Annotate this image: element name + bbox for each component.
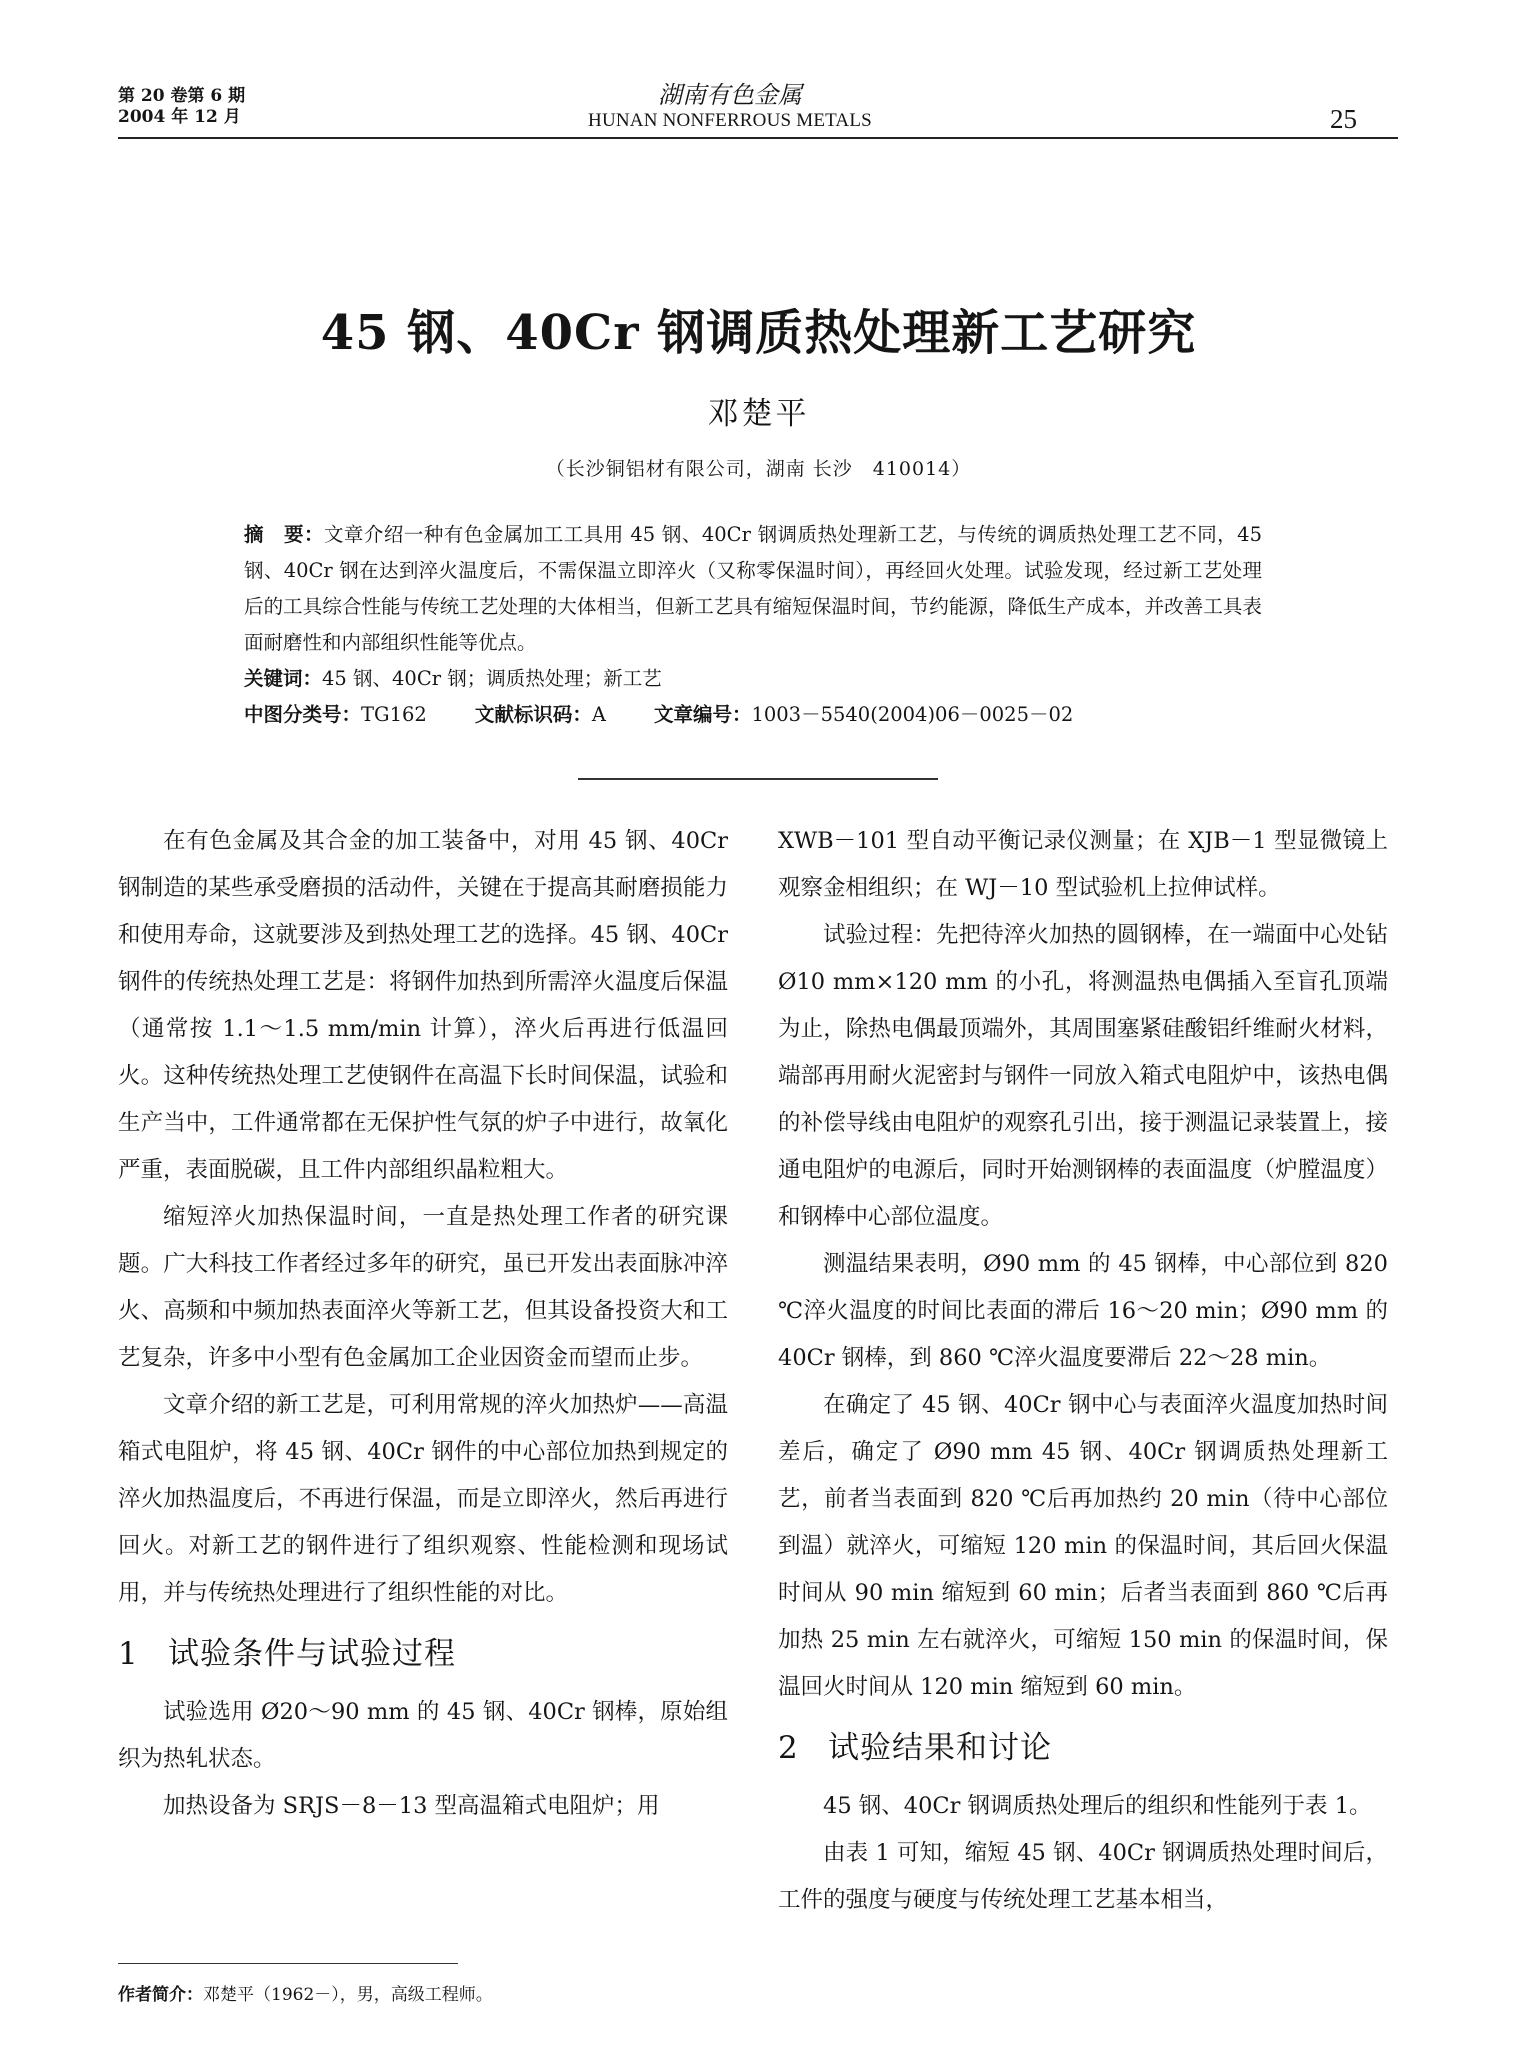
article-author: 邓楚平: [707, 396, 810, 432]
footnote-rule: [118, 1963, 458, 1964]
doc-code-label: 文献标识码：: [474, 703, 592, 726]
paragraph: 试验过程：先把待淬火加热的圆钢棒，在一端面中心处钻 Ø10 mm×120 mm 的小孔，将测温热电偶插入至盲孔顶端为止，除热电偶最顶端外，其周围塞紧硅酸铝纤维耐火材料，端部再用耐火泥密封与钢件一同放入箱式电阻炉中，该热电偶的补偿导线由电阻炉的观察孔引出，接于测温记录装置上，接通电阻炉的电源后，同时开始测钢棒的表面温度（炉膛温度）和钢棒中心部位温度。: [778, 922, 1388, 1230]
paragraph: 加热设备为 SRJS－8－13 型高温箱式电阻炉；用: [163, 1793, 660, 1819]
paragraph: 在确定了 45 钢、40Cr 钢中心与表面淬火温度加热时间差后，确定了 Ø90 mm 45 钢、40Cr 钢调质热处理新工艺，前者当表面到 820 ℃后再加热约 20 min（待中心部位到温）就淬火，可缩短 120 min 的保温时间，其后回火保温时间从 90 min 缩短到 60 min；后者当表面到 860 ℃后再加热 25 min 左右就淬火，可缩短 150 min 的保温时间，保温回火时间从 120 min 缩短到 60 min。: [778, 1392, 1388, 1700]
paragraph: 测温结果表明，Ø90 mm 的 45 钢棒，中心部位到 820 ℃淬火温度的时间比表面的滞后 16～20 min；Ø90 mm 的 40Cr 钢棒，到 860 ℃淬火温度要滞后 22～28 min。: [778, 1251, 1388, 1371]
journal-name-cn: 湖南有色金属: [658, 81, 802, 109]
keywords-text: 45 钢、40Cr 钢；调质热处理；新工艺: [322, 667, 662, 690]
paragraph: 缩短淬火加热保温时间，一直是热处理工作者的研究课题。广大科技工作者经过多年的研究，虽已开发出表面脉冲淬火、高频和中频加热表面淬火等新工艺，但其设备投资大和工艺复杂，许多中小型有色金属加工企业因资金而望而止步。: [118, 1204, 728, 1371]
journal-name-en: HUNAN NONFERROUS METALS: [588, 110, 872, 131]
section-heading-1: [118, 1629, 728, 1679]
paragraph: XWB－101 型自动平衡记录仪测量；在 XJB－1 型显微镜上观察金相组织；在 WJ－10 型试验机上拉伸试样。: [778, 828, 1388, 901]
paragraph: 由表 1 可知，缩短 45 钢、40Cr 钢调质热处理时间后，工件的强度与硬度与传统处理工艺基本相当，: [778, 1840, 1388, 1913]
issue-date: 2004 年 12 月: [118, 107, 241, 127]
doc-code-value: A: [591, 703, 606, 726]
classification-row: [244, 697, 1262, 733]
keywords: [244, 661, 1262, 697]
running-header-journal: [560, 80, 900, 132]
paragraph: 文章介绍的新工艺是，可利用常规的淬火加热炉——高温箱式电阻炉，将 45 钢、40Cr 钢件的中心部位加热到规定的淬火加热温度后，不再进行保温，而是立即淬火，然后再进行回火。对新工艺的钢件进行了组织观察、性能检测和现场试用，并与传统热处理进行了组织性能的对比。: [118, 1392, 728, 1606]
body-column-right: [778, 818, 1388, 1924]
abstract: [244, 517, 1262, 661]
keywords-label: 关键词：: [244, 667, 323, 690]
article-title: 45 钢、40Cr 钢调质热处理新工艺研究: [320, 305, 1197, 361]
paragraph: 试验选用 Ø20～90 mm 的 45 钢、40Cr 钢棒，原始组织为热轧状态。: [118, 1699, 728, 1772]
volume-issue: 第 20 卷第 6 期: [118, 86, 246, 106]
section-title: 试验结果和讨论: [828, 1730, 1052, 1766]
clc-code: [244, 697, 427, 733]
section-heading-2: [778, 1723, 1388, 1773]
section-number: 1: [118, 1636, 139, 1672]
clc-value: TG162: [361, 703, 427, 726]
paragraph: 在有色金属及其合金的加工装备中，对用 45 钢、40Cr 钢制造的某些承受磨损的活动件，关键在于提高其耐磨损能力和使用寿命，这就要涉及到热处理工艺的选择。45 钢、40Cr 钢件的传统热处理工艺是：将钢件加热到所需淬火温度后保温（通常按 1.1～1.5 mm/min 计算），淬火后再进行低温回火。这种传统热处理工艺使钢件在高温下长时间保温，试验和生产当中，工件通常都在无保护性气氛的炉子中进行，故氧化严重，表面脱碳，且工件内部组织晶粒粗大。: [118, 828, 728, 1183]
abstract-block: [244, 517, 1262, 733]
clc-label: 中图分类号：: [244, 703, 362, 726]
body-column-left: [118, 818, 728, 1830]
header-rule: [118, 137, 1398, 139]
author-affiliation: （长沙铜铝材有限公司，湖南 长沙 410014）: [545, 458, 972, 480]
footnote-text: 邓楚平（1962－），男，高级工程师。: [203, 1985, 493, 2005]
article-no-label: 文章编号：: [653, 703, 752, 726]
abstract-text: 文章介绍一种有色金属加工工具用 45 钢、40Cr 钢调质热处理新工艺，与传统的调质热处理工艺不同，45 钢、40Cr 钢在达到淬火温度后，不需保温立即淬火（又称零保温时间），再经回火处理。试验发现，经过新工艺处理后的工具综合性能与传统工艺处理的大体相当，但新工艺具有缩短保温时间，节约能源，降低生产成本，并改善工具表面耐磨性和内部组织性能等优点。: [244, 523, 1262, 654]
section-title: 试验条件与试验过程: [168, 1636, 456, 1672]
article-number: [654, 697, 1073, 733]
footnote-label: 作者简介：: [118, 1985, 203, 2005]
abstract-label: 摘 要：: [244, 523, 324, 546]
running-header-issue: [118, 86, 245, 128]
document-code: [475, 697, 606, 733]
article-no-value: 1003－5540(2004)06－0025－02: [751, 703, 1074, 726]
paragraph: 45 钢、40Cr 钢调质热处理后的组织和性能列于表 1。: [823, 1793, 1372, 1819]
page-number: 25: [1330, 104, 1357, 134]
section-number: 2: [778, 1730, 799, 1766]
abstract-divider: [578, 778, 938, 780]
author-footnote: [118, 1983, 493, 2007]
